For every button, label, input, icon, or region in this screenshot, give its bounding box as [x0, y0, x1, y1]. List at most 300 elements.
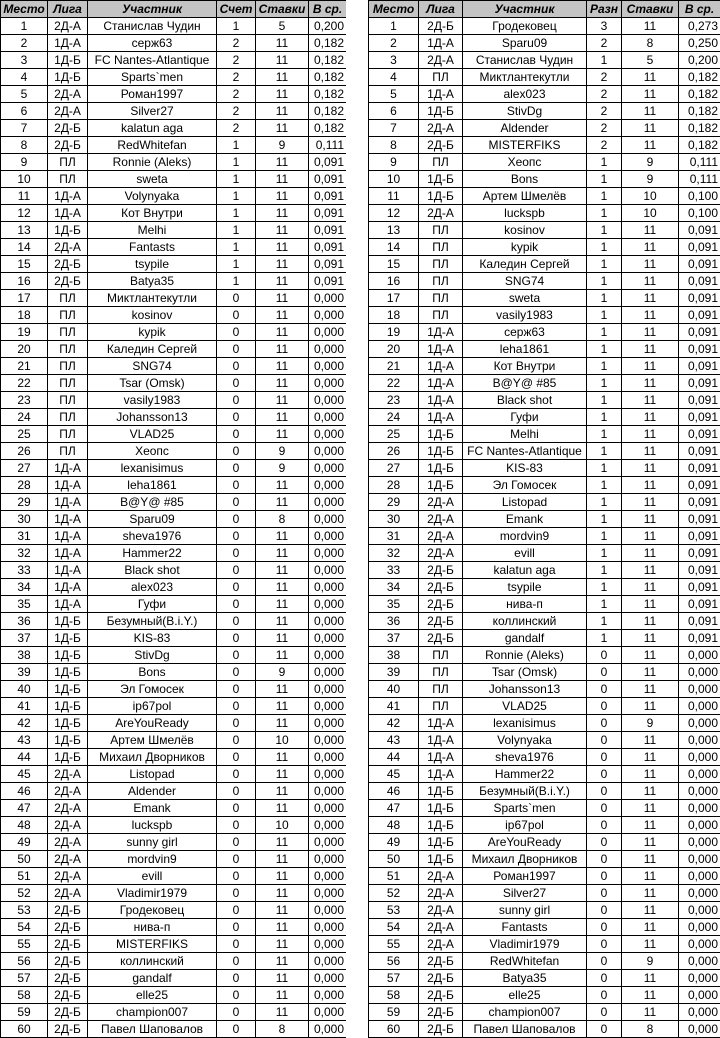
table-row — [1, 1021, 347, 1038]
cell-place: 35 — [369, 596, 419, 613]
cell-average: 0,000 — [309, 885, 347, 902]
cell-average: 0,182 — [309, 35, 347, 52]
cell-average: 0,000 — [309, 970, 347, 987]
cell-place: 39 — [369, 664, 419, 681]
cell-participant: Роман1997 — [88, 86, 217, 103]
cell-difference: 1 — [587, 494, 622, 511]
cell-average: 0,182 — [309, 86, 347, 103]
cell-league: 1Д-А — [48, 460, 88, 477]
cell-difference: 1 — [587, 443, 622, 460]
cell-score: 1 — [217, 171, 256, 188]
cell-participant: luckspb — [463, 205, 587, 222]
cell-bets: 11 — [256, 52, 309, 69]
cell-place: 43 — [369, 732, 419, 749]
cell-participant: elle25 — [463, 987, 587, 1004]
cell-league: ПЛ — [419, 664, 463, 681]
cell-difference: 1 — [587, 511, 622, 528]
cell-difference: 3 — [587, 18, 622, 35]
cell-place: 31 — [1, 528, 48, 545]
table-row — [369, 545, 720, 562]
standings-table-by-score — [0, 0, 347, 1038]
cell-place: 11 — [1, 188, 48, 205]
cell-participant: kalatun aga — [463, 562, 587, 579]
cell-participant: lexanisimus — [463, 715, 587, 732]
cell-score: 0 — [217, 800, 256, 817]
cell-difference: 0 — [587, 851, 622, 868]
cell-place: 36 — [1, 613, 48, 630]
cell-league: 1Д-Б — [48, 613, 88, 630]
table-row — [1, 52, 347, 69]
cell-average: 0,091 — [679, 273, 720, 290]
table-row — [1, 817, 347, 834]
table-row — [369, 477, 720, 494]
cell-score: 0 — [217, 647, 256, 664]
cell-difference: 0 — [587, 885, 622, 902]
cell-average: 0,091 — [679, 613, 720, 630]
cell-league: 1Д-А — [419, 749, 463, 766]
cell-league: 1Д-Б — [419, 800, 463, 817]
table-row — [1, 919, 347, 936]
cell-average: 0,000 — [679, 1021, 720, 1038]
cell-participant: Хеопс — [463, 154, 587, 171]
cell-participant: коллинский — [88, 953, 217, 970]
cell-participant: Aldender — [463, 120, 587, 137]
cell-place: 54 — [1, 919, 48, 936]
cell-bets: 11 — [622, 18, 679, 35]
table-row — [369, 52, 720, 69]
table-row — [1, 783, 347, 800]
cell-place: 21 — [369, 358, 419, 375]
cell-participant: Кот Внутри — [88, 205, 217, 222]
cell-league: 2Д-А — [419, 545, 463, 562]
cell-league: ПЛ — [419, 154, 463, 171]
cell-participant: Sparts`men — [88, 69, 217, 86]
table-row — [1, 358, 347, 375]
table-row — [369, 86, 720, 103]
table-row — [1, 239, 347, 256]
cell-place: 17 — [369, 290, 419, 307]
table-row — [369, 222, 720, 239]
cell-average: 0,000 — [309, 596, 347, 613]
cell-league: 2Д-Б — [48, 120, 88, 137]
table-row — [1, 613, 347, 630]
table-row — [369, 579, 720, 596]
table-row — [369, 953, 720, 970]
cell-league: 2Д-А — [48, 817, 88, 834]
cell-difference: 0 — [587, 817, 622, 834]
cell-average: 0,091 — [679, 460, 720, 477]
cell-bets: 11 — [256, 766, 309, 783]
cell-participant: kypik — [88, 324, 217, 341]
cell-participant: Batya35 — [463, 970, 587, 987]
cell-bets: 11 — [622, 647, 679, 664]
cell-participant: SNG74 — [88, 358, 217, 375]
table-row — [1, 341, 347, 358]
cell-bets: 11 — [256, 392, 309, 409]
cell-participant: Bons — [88, 664, 217, 681]
cell-average: 0,000 — [679, 970, 720, 987]
cell-average: 0,091 — [309, 154, 347, 171]
cell-place: 28 — [1, 477, 48, 494]
table-row — [369, 562, 720, 579]
cell-bets: 11 — [256, 545, 309, 562]
cell-participant: ip67pol — [463, 817, 587, 834]
column-header-place: Место — [369, 1, 419, 18]
cell-bets: 9 — [622, 171, 679, 188]
cell-place: 40 — [369, 681, 419, 698]
cell-bets: 11 — [256, 86, 309, 103]
cell-place: 49 — [369, 834, 419, 851]
cell-average: 0,000 — [679, 732, 720, 749]
cell-score: 0 — [217, 902, 256, 919]
cell-bets: 11 — [622, 579, 679, 596]
cell-difference: 0 — [587, 868, 622, 885]
cell-participant: Станислав Чудин — [463, 52, 587, 69]
cell-score: 0 — [217, 596, 256, 613]
cell-bets: 11 — [256, 800, 309, 817]
cell-bets: 11 — [622, 256, 679, 273]
cell-difference: 1 — [587, 460, 622, 477]
cell-bets: 11 — [256, 647, 309, 664]
cell-league: 2Д-Б — [48, 953, 88, 970]
cell-difference: 1 — [587, 188, 622, 205]
cell-average: 0,000 — [679, 715, 720, 732]
cell-participant: alex023 — [88, 579, 217, 596]
cell-average: 0,000 — [679, 987, 720, 1004]
cell-bets: 11 — [256, 902, 309, 919]
cell-league: 2Д-А — [48, 868, 88, 885]
cell-league: 1Д-А — [419, 341, 463, 358]
cell-bets: 10 — [256, 817, 309, 834]
cell-average: 0,000 — [679, 766, 720, 783]
cell-difference: 0 — [587, 715, 622, 732]
column-header-league: Лига — [419, 1, 463, 18]
cell-difference: 0 — [587, 834, 622, 851]
cell-bets: 11 — [622, 562, 679, 579]
cell-participant: Johansson13 — [463, 681, 587, 698]
cell-place: 44 — [369, 749, 419, 766]
cell-score: 0 — [217, 392, 256, 409]
cell-average: 0,000 — [309, 545, 347, 562]
cell-place: 31 — [369, 528, 419, 545]
cell-difference: 1 — [587, 341, 622, 358]
cell-place: 50 — [1, 851, 48, 868]
cell-participant: Listopad — [88, 766, 217, 783]
cell-league: 1Д-А — [48, 528, 88, 545]
cell-place: 56 — [369, 953, 419, 970]
cell-league: ПЛ — [48, 171, 88, 188]
cell-average: 0,091 — [679, 307, 720, 324]
table-row — [1, 851, 347, 868]
cell-average: 0,000 — [309, 902, 347, 919]
cell-difference: 2 — [587, 69, 622, 86]
table-row — [369, 885, 720, 902]
cell-place: 33 — [1, 562, 48, 579]
cell-league: 1Д-А — [419, 732, 463, 749]
table-row — [369, 919, 720, 936]
cell-bets: 11 — [622, 800, 679, 817]
table-row — [1, 171, 347, 188]
cell-bets: 11 — [622, 392, 679, 409]
cell-participant: KIS-83 — [88, 630, 217, 647]
cell-score: 0 — [217, 1021, 256, 1038]
cell-league: ПЛ — [48, 443, 88, 460]
cell-participant: Aldender — [88, 783, 217, 800]
table-row — [369, 35, 720, 52]
cell-bets: 11 — [256, 188, 309, 205]
cell-score: 0 — [217, 732, 256, 749]
cell-average: 0,182 — [679, 137, 720, 154]
cell-score: 0 — [217, 579, 256, 596]
cell-place: 7 — [369, 120, 419, 137]
table-gap — [346, 0, 368, 1038]
cell-bets: 11 — [256, 103, 309, 120]
table-row — [1, 902, 347, 919]
table-row — [369, 409, 720, 426]
cell-participant: sheva1976 — [88, 528, 217, 545]
cell-place: 8 — [369, 137, 419, 154]
cell-place: 38 — [369, 647, 419, 664]
cell-league: 1Д-Б — [48, 647, 88, 664]
cell-league: 2Д-Б — [419, 562, 463, 579]
cell-place: 12 — [1, 205, 48, 222]
cell-participant: AreYouReady — [463, 834, 587, 851]
table-row — [369, 630, 720, 647]
cell-league: 1Д-Б — [48, 698, 88, 715]
table-row — [369, 800, 720, 817]
cell-average: 0,273 — [679, 18, 720, 35]
table-row — [369, 987, 720, 1004]
cell-participant: Melhi — [463, 426, 587, 443]
cell-place: 59 — [369, 1004, 419, 1021]
cell-place: 2 — [1, 35, 48, 52]
cell-participant: alex023 — [463, 86, 587, 103]
cell-average: 0,000 — [309, 613, 347, 630]
cell-average: 0,000 — [679, 953, 720, 970]
table-row — [369, 137, 720, 154]
cell-average: 0,000 — [309, 817, 347, 834]
cell-average: 0,091 — [309, 188, 347, 205]
cell-participant: VLAD25 — [88, 426, 217, 443]
cell-place: 53 — [369, 902, 419, 919]
cell-average: 0,000 — [309, 579, 347, 596]
cell-place: 60 — [1, 1021, 48, 1038]
table-row — [1, 664, 347, 681]
cell-participant: B@Y@ #85 — [463, 375, 587, 392]
cell-place: 18 — [1, 307, 48, 324]
cell-place: 6 — [369, 103, 419, 120]
cell-average: 0,091 — [679, 528, 720, 545]
cell-place: 1 — [1, 18, 48, 35]
cell-league: 1Д-Б — [419, 171, 463, 188]
cell-participant: champion007 — [88, 1004, 217, 1021]
cell-difference: 0 — [587, 919, 622, 936]
cell-score: 1 — [217, 239, 256, 256]
cell-bets: 11 — [622, 273, 679, 290]
column-header-bets: Ставки — [256, 1, 309, 18]
cell-league: 1Д-А — [419, 715, 463, 732]
cell-bets: 11 — [622, 630, 679, 647]
cell-bets: 5 — [622, 52, 679, 69]
cell-place: 29 — [1, 494, 48, 511]
cell-participant: Гуфи — [88, 596, 217, 613]
cell-bets: 10 — [622, 205, 679, 222]
table-row — [369, 69, 720, 86]
cell-average: 0,000 — [309, 1004, 347, 1021]
cell-average: 0,000 — [309, 290, 347, 307]
cell-bets: 11 — [256, 273, 309, 290]
cell-participant: kypik — [463, 239, 587, 256]
cell-place: 23 — [1, 392, 48, 409]
table-row — [369, 868, 720, 885]
cell-score: 2 — [217, 35, 256, 52]
table-row — [369, 664, 720, 681]
table-row — [369, 358, 720, 375]
cell-bets: 11 — [256, 681, 309, 698]
cell-average: 0,000 — [309, 375, 347, 392]
cell-average: 0,000 — [309, 630, 347, 647]
cell-place: 51 — [1, 868, 48, 885]
table-row — [1, 188, 347, 205]
cell-score: 1 — [217, 222, 256, 239]
table-row — [1, 477, 347, 494]
cell-league: 2Д-Б — [48, 137, 88, 154]
cell-league: 2Д-Б — [419, 596, 463, 613]
cell-bets: 11 — [622, 919, 679, 936]
cell-participant: kosinov — [88, 307, 217, 324]
cell-score: 0 — [217, 630, 256, 647]
table-row — [369, 256, 720, 273]
cell-bets: 9 — [256, 137, 309, 154]
cell-participant: mordvin9 — [463, 528, 587, 545]
cell-bets: 11 — [256, 307, 309, 324]
cell-bets: 11 — [622, 868, 679, 885]
table-row — [1, 715, 347, 732]
cell-place: 13 — [1, 222, 48, 239]
cell-participant: StivDg — [88, 647, 217, 664]
cell-league: ПЛ — [48, 307, 88, 324]
cell-place: 11 — [369, 188, 419, 205]
cell-score: 2 — [217, 52, 256, 69]
cell-place: 58 — [1, 987, 48, 1004]
cell-difference: 0 — [587, 1021, 622, 1038]
cell-place: 30 — [1, 511, 48, 528]
cell-bets: 11 — [256, 528, 309, 545]
cell-score: 0 — [217, 868, 256, 885]
cell-league: 1Д-Б — [48, 52, 88, 69]
cell-average: 0,091 — [309, 239, 347, 256]
table-row — [369, 171, 720, 188]
cell-difference: 2 — [587, 103, 622, 120]
cell-bets: 11 — [622, 375, 679, 392]
cell-participant: Миктлантекутли — [88, 290, 217, 307]
cell-league: 1Д-Б — [419, 443, 463, 460]
cell-difference: 1 — [587, 426, 622, 443]
cell-league: 2Д-Б — [419, 579, 463, 596]
cell-league: 1Д-А — [419, 35, 463, 52]
cell-participant: vasily1983 — [463, 307, 587, 324]
cell-participant: Sparts`men — [463, 800, 587, 817]
table-row — [369, 1021, 720, 1038]
cell-place: 42 — [1, 715, 48, 732]
cell-league: 2Д-Б — [419, 1021, 463, 1038]
cell-league: 2Д-А — [419, 511, 463, 528]
cell-score: 0 — [217, 426, 256, 443]
table-row — [1, 749, 347, 766]
cell-league: 1Д-Б — [419, 477, 463, 494]
cell-place: 27 — [369, 460, 419, 477]
cell-place: 5 — [369, 86, 419, 103]
cell-league: ПЛ — [419, 273, 463, 290]
cell-participant: VLAD25 — [463, 698, 587, 715]
cell-bets: 11 — [622, 358, 679, 375]
cell-participant: коллинский — [463, 613, 587, 630]
cell-difference: 0 — [587, 800, 622, 817]
cell-participant: Vladimir1979 — [463, 936, 587, 953]
cell-league: 1Д-Б — [419, 103, 463, 120]
cell-average: 0,000 — [309, 426, 347, 443]
cell-participant: FC Nantes-Atlantique — [88, 52, 217, 69]
cell-participant: gandalf — [88, 970, 217, 987]
cell-league: 1Д-Б — [419, 851, 463, 868]
cell-average: 0,091 — [679, 392, 720, 409]
table-row — [1, 392, 347, 409]
cell-difference: 1 — [587, 205, 622, 222]
cell-participant: Black shot — [88, 562, 217, 579]
cell-bets: 11 — [622, 222, 679, 239]
cell-place: 14 — [1, 239, 48, 256]
table-row — [1, 1004, 347, 1021]
cell-bets: 11 — [256, 596, 309, 613]
cell-difference: 1 — [587, 290, 622, 307]
column-header-participant: Участник — [463, 1, 587, 18]
cell-bets: 11 — [622, 307, 679, 324]
cell-bets: 11 — [256, 358, 309, 375]
table-row — [1, 936, 347, 953]
column-header-participant: Участник — [88, 1, 217, 18]
cell-bets: 11 — [256, 919, 309, 936]
table-row — [1, 545, 347, 562]
table-row — [369, 766, 720, 783]
cell-difference: 0 — [587, 783, 622, 800]
cell-average: 0,000 — [679, 902, 720, 919]
table-row — [1, 579, 347, 596]
cell-score: 0 — [217, 290, 256, 307]
cell-participant: Гродековец — [88, 902, 217, 919]
cell-bets: 11 — [622, 511, 679, 528]
cell-bets: 11 — [622, 851, 679, 868]
table-row — [1, 307, 347, 324]
cell-difference: 0 — [587, 953, 622, 970]
cell-score: 0 — [217, 834, 256, 851]
cell-average: 0,182 — [309, 120, 347, 137]
table-row — [369, 120, 720, 137]
table-row — [1, 426, 347, 443]
cell-score: 0 — [217, 987, 256, 1004]
cell-bets: 11 — [622, 902, 679, 919]
cell-league: 2Д-Б — [48, 902, 88, 919]
cell-bets: 11 — [256, 375, 309, 392]
cell-league: 2Д-Б — [419, 987, 463, 1004]
cell-place: 16 — [1, 273, 48, 290]
cell-place: 22 — [369, 375, 419, 392]
cell-average: 0,000 — [309, 647, 347, 664]
cell-participant: MISTERFIKS — [463, 137, 587, 154]
table-row — [369, 902, 720, 919]
cell-bets: 11 — [256, 953, 309, 970]
cell-participant: Безумный(B.i.Y.) — [463, 783, 587, 800]
cell-place: 46 — [1, 783, 48, 800]
